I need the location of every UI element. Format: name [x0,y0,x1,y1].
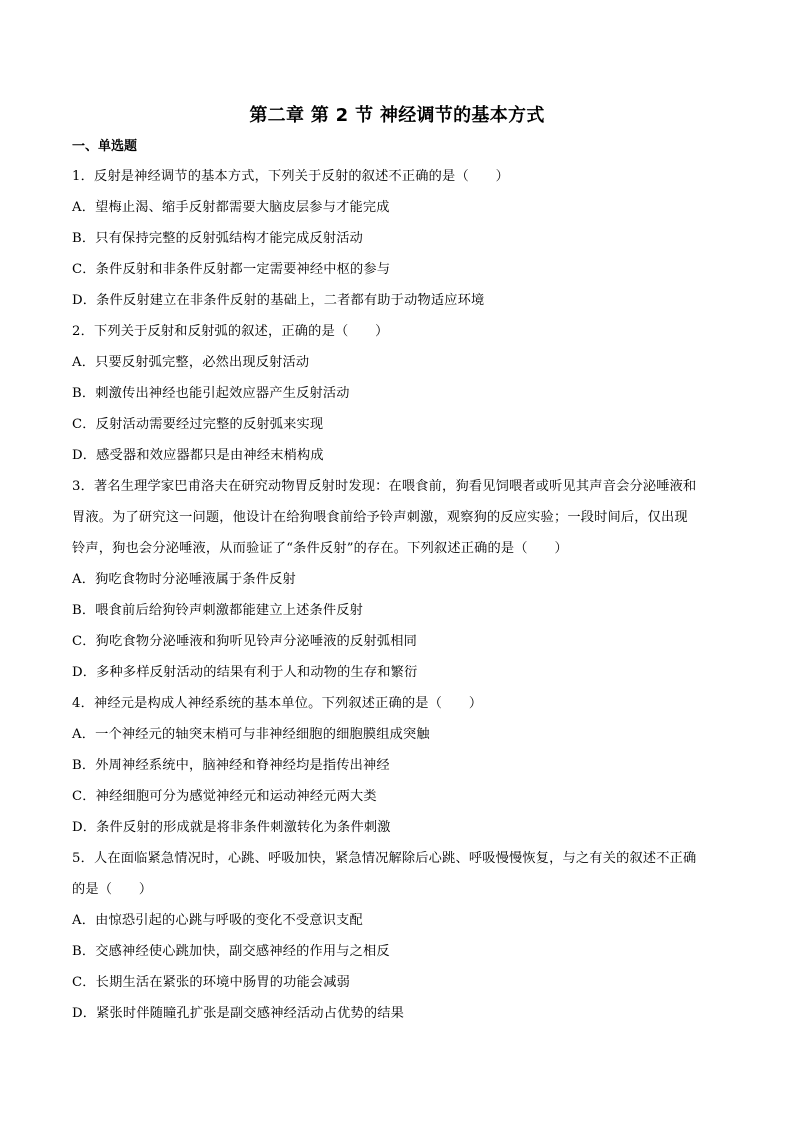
option-d: D．多种多样反射活动的结果有利于人和动物的生存和繁衍 [72,665,418,680]
question-list [72,161,727,1029]
question-stem-line-2: 胃液。为了研究这一问题，他设计在给狗喂食前给予铃声刺激，观察狗的反应实验；一段时间后，仅出现 [72,510,688,525]
question-stem: 1．反射是神经调节的基本方式，下列关于反射的叙述不正确的是（ ） [72,169,509,184]
option-b: B．喂食前后给狗铃声刺激都能建立上述条件反射 [72,603,364,618]
question-stem-line-1: 5．人在面临紧急情况时，心跳、呼吸加快，紧急情况解除后心跳、呼吸慢慢恢复，与之有关的叙述不正确 [72,851,697,866]
question-1 [72,161,727,316]
option-b: B．只有保持完整的反射弧结构才能完成反射活动 [72,231,364,246]
option-d: D．条件反射的形成就是将非条件刺激转化为条件刺激 [72,820,391,835]
question-2 [72,316,727,471]
question-stem-line-2: 的是（ ） [72,882,153,897]
option-c: C．条件反射和非条件反射都一定需要神经中枢的参与 [72,262,391,277]
question-stem-line-3: 铃声，狗也会分泌唾液，从而验证了“条件反射”的存在。下列叙述正确的是（ ） [72,541,568,556]
option-c: C．长期生活在紧张的环境中肠胃的功能会减弱 [72,975,351,990]
option-d: D．感受器和效应器都只是由神经末梢构成 [72,448,324,463]
option-d: D．条件反射建立在非条件反射的基础上，二者都有助于动物适应环境 [72,293,485,308]
option-b: B．外周神经系统中，脑神经和脊神经均是指传出神经 [72,758,390,773]
option-a: A．一个神经元的轴突末梢可与非神经细胞的细胞膜组成突触 [72,727,430,742]
section-heading: 一、单选题 [72,139,138,154]
option-c: C．神经细胞可分为感觉神经元和运动神经元两大类 [72,789,377,804]
question-3 [72,471,727,688]
option-a: A．只要反射弧完整，必然出现反射活动 [72,355,310,370]
option-c: C．狗吃食物分泌唾液和狗听见铃声分泌唾液的反射弧相同 [72,634,417,649]
option-a: A．狗吃食物时分泌唾液属于条件反射 [72,572,296,587]
option-b: B．刺激传出神经也能引起效应器产生反射活动 [72,386,350,401]
option-b: B．交感神经使心跳加快，副交感神经的作用与之相反 [72,944,390,959]
question-4 [72,688,727,843]
question-stem: 2．下列关于反射和反射弧的叙述，正确的是（ ） [72,324,389,339]
option-c: C．反射活动需要经过完整的反射弧来实现 [72,417,324,432]
option-a: A．望梅止渴、缩手反射都需要大脑皮层参与才能完成 [72,200,390,215]
question-5 [72,843,727,1029]
option-d: D．紧张时伴随瞳孔扩张是副交感神经活动占优势的结果 [72,1006,405,1021]
question-stem: 4．神经元是构成人神经系统的基本单位。下列叙述正确的是（ ） [72,696,483,711]
page-title: 第二章 第 2 节 神经调节的基本方式 [249,105,545,126]
question-stem-line-1: 3．著名生理学家巴甫洛夫在研究动物胃反射时发现：在喂食前，狗看见饲喂者或听见其声音会分泌唾液和 [72,479,697,494]
option-a: A．由惊恐引起的心跳与呼吸的变化不受意识支配 [72,913,363,928]
